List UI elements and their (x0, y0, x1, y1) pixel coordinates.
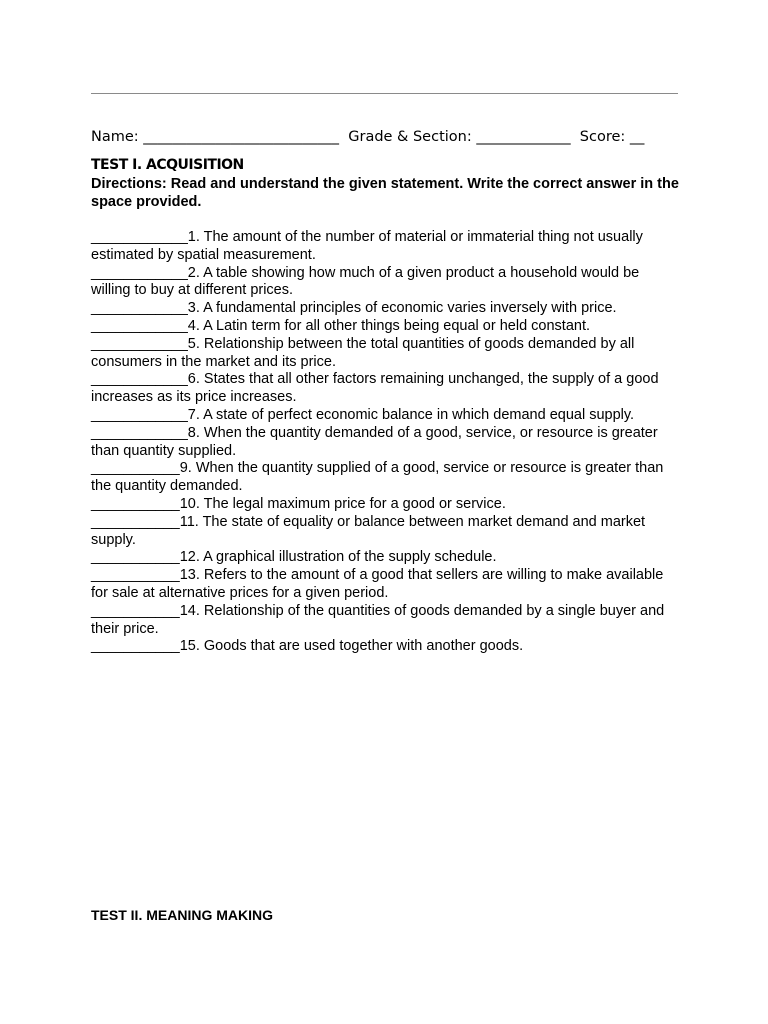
student-info-line: Name: ___________________________ Grade & Section: _____________ Score: __ (91, 129, 645, 145)
list-item (91, 300, 681, 318)
test1-items-list (91, 229, 681, 656)
answer-blank: ____________ (91, 317, 188, 334)
list-item (91, 371, 681, 407)
list-item (91, 496, 681, 514)
answer-blank: ___________ (91, 460, 180, 477)
item-text: 8. When the quantity demanded of a good, service, or resource is greater than quantity supplied. (91, 424, 658, 459)
item-text: 4. A Latin term for all other things being equal or held constant. (187, 317, 591, 334)
item-text: 10. The legal maximum price for a good or service. (179, 495, 506, 512)
answer-blank: ___________ (91, 638, 180, 655)
item-text: 1. The amount of the number of material or immaterial thing not usually estimated by spatial measurement. (91, 229, 643, 263)
item-text: 6. States that all other factors remaining unchanged, the supply of a good increases as its price increases. (91, 371, 659, 406)
answer-blank: ____________ (91, 264, 188, 281)
item-text: 13. Refers to the amount of a good that sellers are willing to make available for sale at alternative prices for a given period. (91, 567, 664, 601)
test1-directions: Directions: Read and understand the given statement. Write the correct answer in the space provided. (91, 176, 679, 210)
list-item (91, 336, 681, 372)
answer-blank: ___________ (91, 602, 180, 619)
list-item (91, 425, 681, 461)
item-text: 9. When the quantity supplied of a good, service or resource is greater than the quantity demanded. (91, 460, 664, 495)
answer-blank: ___________ (91, 513, 180, 530)
item-text: 11. The state of equality or balance between market demand and market supply. (91, 513, 646, 548)
list-item (91, 638, 681, 656)
item-text: 15. Goods that are used together with another goods. (179, 638, 524, 655)
item-text: 5. Relationship between the total quantities of goods demanded by all consumers in the market and its price. (91, 335, 635, 370)
item-text: 2. A table showing how much of a given product a household would be willing to buy at different prices. (91, 264, 640, 299)
item-text: 3. A fundamental principles of economic varies inversely with price. (187, 300, 617, 317)
answer-blank: ____________ (91, 371, 188, 388)
answer-blank: ___________ (91, 549, 180, 566)
list-item (91, 567, 681, 603)
list-item (91, 229, 681, 265)
list-item (91, 265, 681, 301)
item-text: 12. A graphical illustration of the supply schedule. (179, 549, 497, 566)
item-text: 7. A state of perfect economic balance in which demand equal supply. (187, 406, 635, 423)
answer-blank: ____________ (91, 335, 188, 352)
list-item (91, 318, 681, 336)
answer-blank: ___________ (91, 567, 180, 584)
header-rule (91, 93, 678, 94)
answer-blank: ___________ (91, 495, 180, 512)
test1-title: TEST I. ACQUISITION (91, 157, 244, 173)
answer-blank: ____________ (91, 406, 188, 423)
list-item (91, 603, 681, 639)
list-item (91, 514, 681, 550)
answer-blank: ____________ (91, 229, 188, 245)
list-item (91, 549, 681, 567)
answer-blank: ____________ (91, 300, 188, 317)
list-item (91, 460, 681, 496)
list-item (91, 407, 681, 425)
answer-blank: ____________ (91, 424, 188, 441)
test2-title: TEST II. MEANING MAKING (91, 907, 273, 923)
item-text: 14. Relationship of the quantities of goods demanded by a single buyer and their price. (91, 602, 665, 637)
